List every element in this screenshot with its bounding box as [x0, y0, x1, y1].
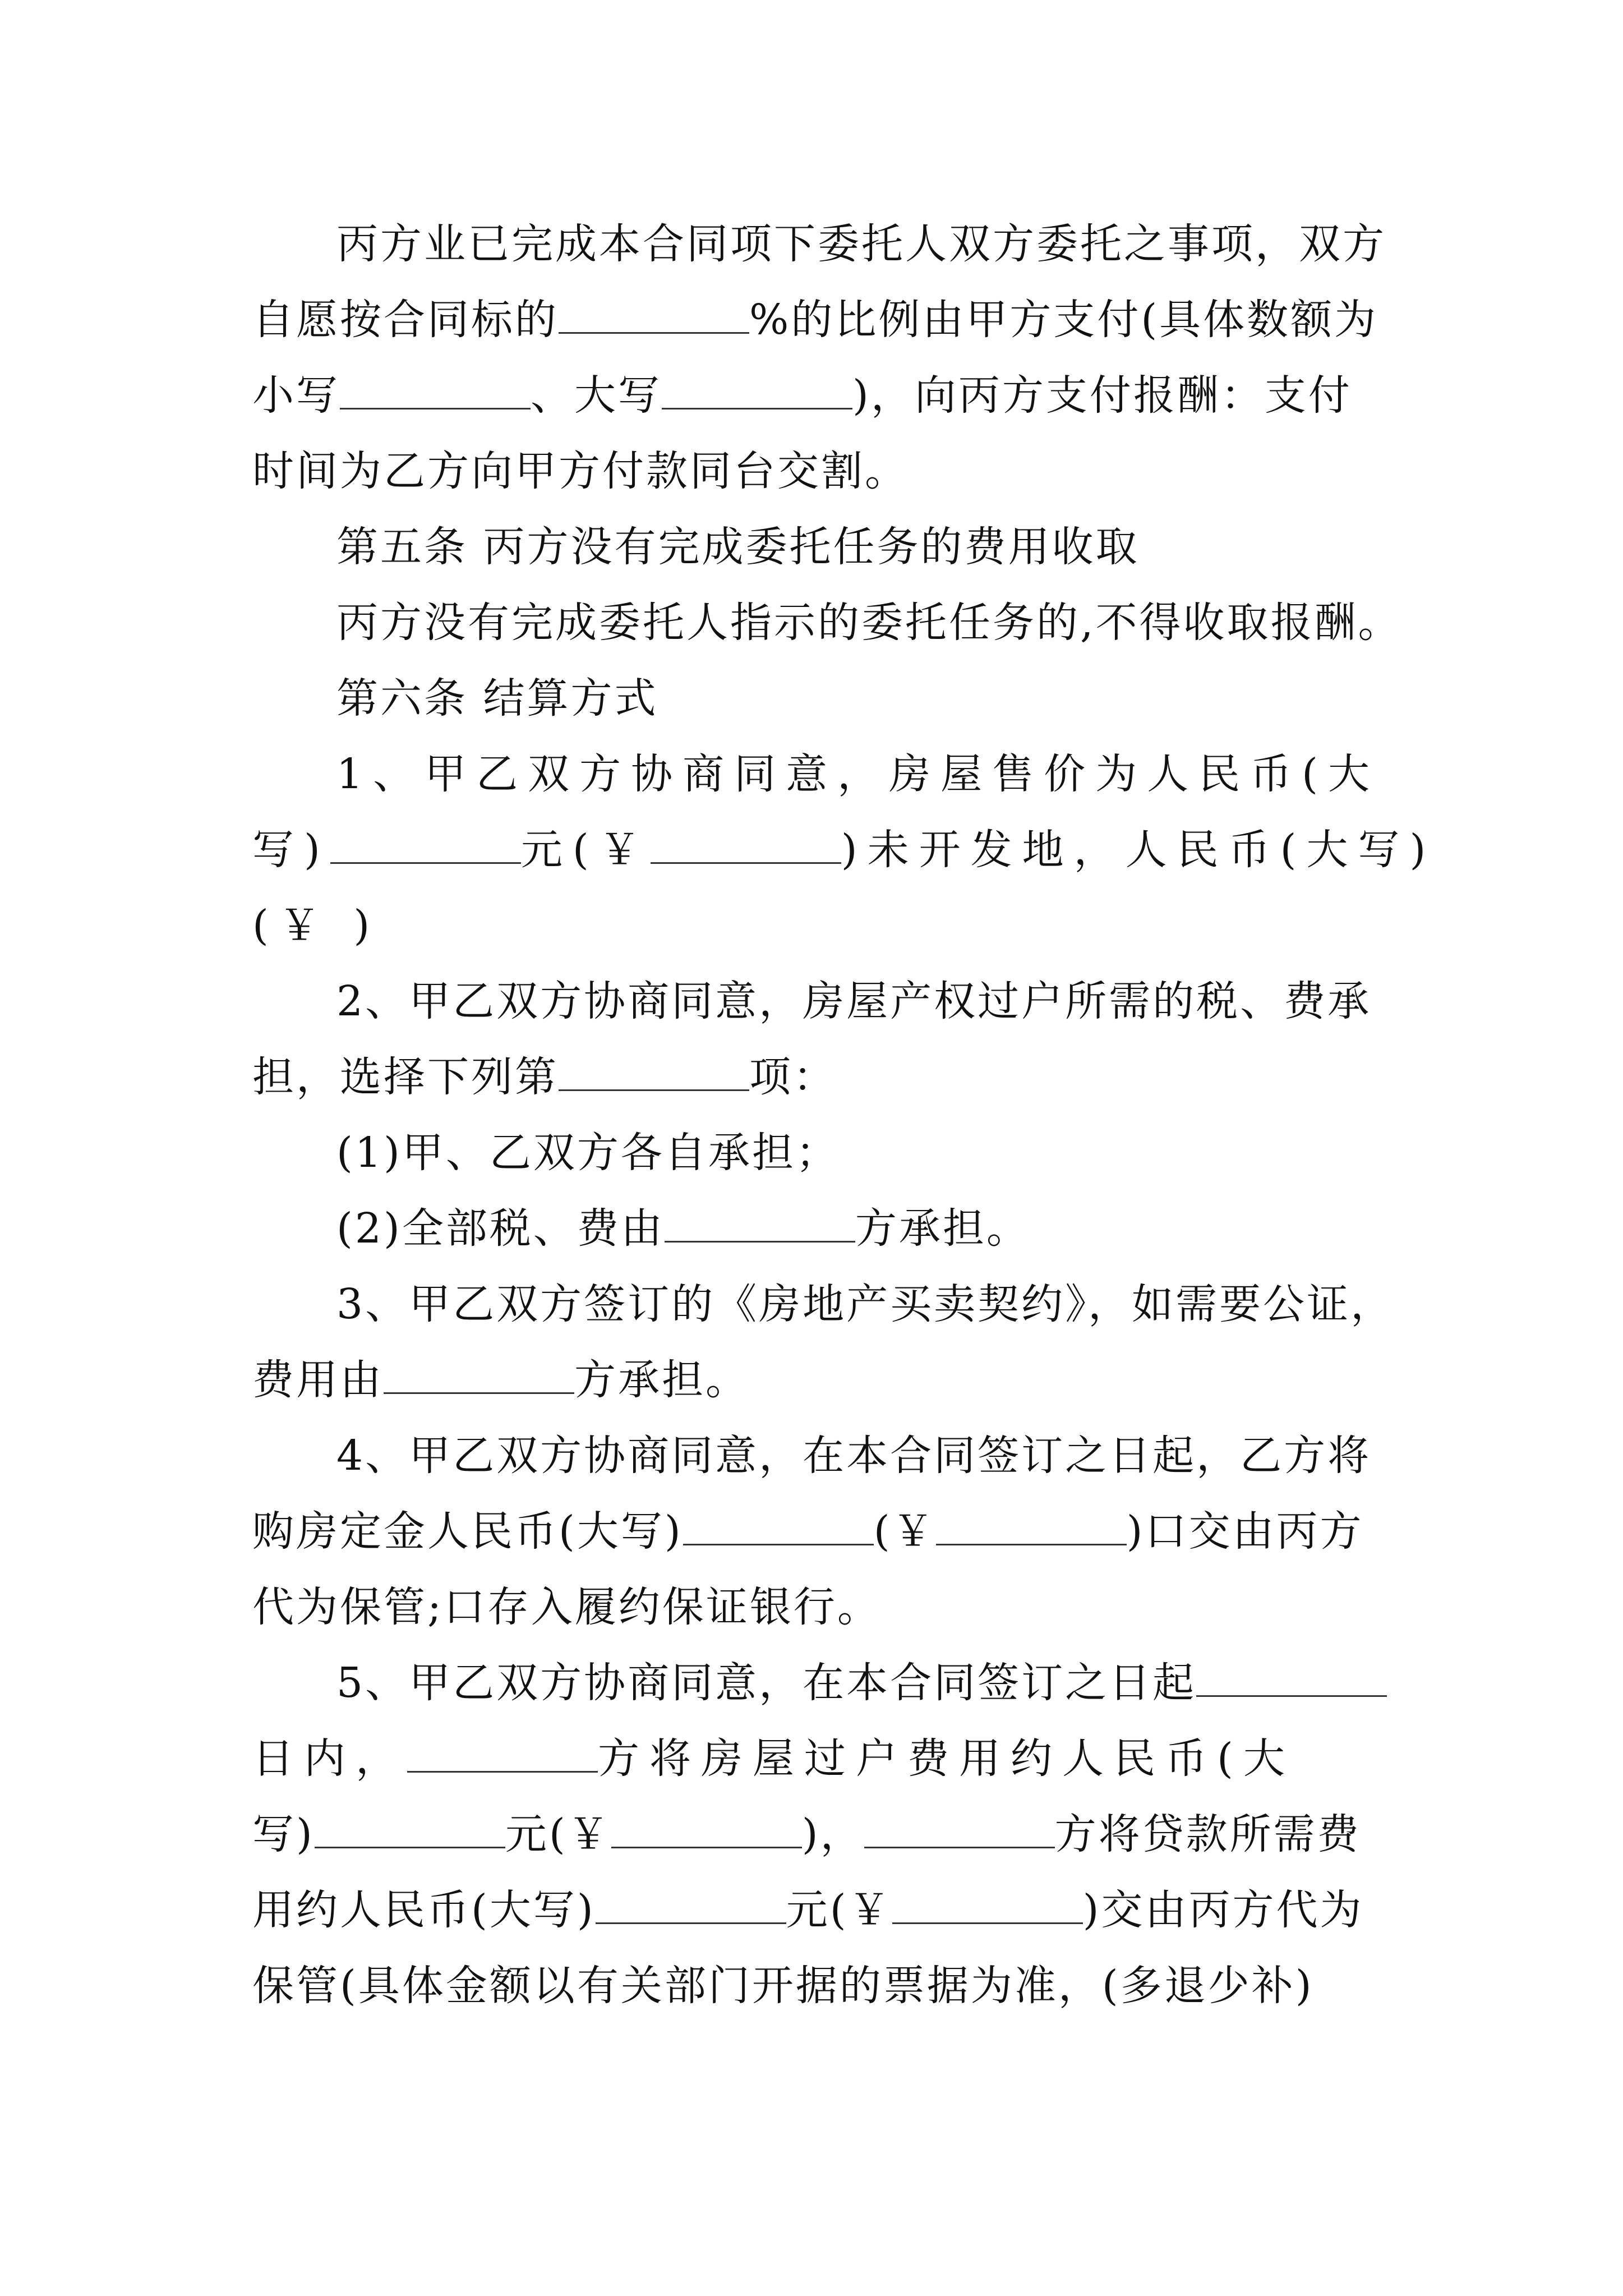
text-run: 写): [252, 1810, 315, 1858]
text-run: 丙方没有完成委托人指示的委托任务的,不得收取报酬。: [336, 599, 1402, 647]
text-line: [252, 292, 1380, 348]
text-run: 写): [252, 826, 330, 874]
fill-in-blank: [340, 369, 531, 409]
text-run: 费用由: [252, 1356, 384, 1404]
text-run: (2)全部税、费由: [336, 1204, 665, 1253]
text-line: [252, 1731, 1380, 1787]
text-line: [252, 1352, 1380, 1408]
text-run: 日内，: [252, 1734, 407, 1783]
text-line: [252, 1049, 1380, 1105]
fill-in-blank: [384, 1353, 574, 1394]
text-run: (1)甲、乙双方各自承担；: [336, 1129, 840, 1177]
text-run: 元(￥: [786, 1886, 892, 1934]
fill-in-blank: [1196, 1656, 1387, 1697]
text-line: [252, 367, 1380, 424]
text-run: 购房定金人民币(大写): [252, 1507, 683, 1556]
text-run: 元(￥: [505, 1810, 611, 1858]
text-run: )，向丙方支付报酬：支付: [852, 371, 1352, 420]
section-heading: [336, 519, 1380, 575]
text-run: 第五条 丙方没有完成委托任务的费用收取: [336, 523, 1140, 571]
text-run: 2、甲乙双方协商同意，房屋产权过户所需的税、费承: [336, 977, 1372, 1025]
text-run: 方将贷款所需费: [1054, 1810, 1361, 1858]
text-run: 保管(具体金额以有关部门开据的票据为准，(多退少补): [252, 1962, 1314, 2010]
text-line: [336, 1125, 1380, 1181]
text-run: 方承担。: [855, 1204, 1030, 1253]
text-line: [252, 822, 1436, 878]
text-run: 用约人民币(大写): [252, 1886, 596, 1934]
fill-in-blank: [407, 1732, 598, 1773]
text-line: [336, 1276, 1395, 1332]
text-run: %的比例由甲方支付(具体数额为: [749, 296, 1378, 344]
text-line: [336, 216, 1386, 272]
text-line: [336, 1200, 1380, 1257]
text-line: [252, 898, 1380, 954]
text-run: 4、甲乙双方协商同意，在本合同签订之日起，乙方将: [336, 1432, 1372, 1480]
text-run: )未开发地，人民币(大写): [841, 826, 1436, 874]
text-run: )口交由丙方: [1126, 1507, 1364, 1556]
text-run: 方将房屋过户费用约人民币(大: [598, 1734, 1295, 1783]
text-line: [336, 746, 1380, 802]
fill-in-blank: [559, 1050, 749, 1091]
text-line: [336, 1655, 1380, 1711]
text-line: [336, 1428, 1380, 1484]
text-run: 自愿按合同标的: [252, 296, 559, 344]
text-run: 第六条 结算方式: [336, 674, 658, 723]
text-run: 丙方业已完成本合同项下委托人双方委托之事项，双方: [336, 220, 1386, 268]
text-run: 小写: [252, 371, 340, 420]
fill-in-blank: [662, 369, 852, 409]
text-line: [252, 443, 1380, 499]
text-run: 1、甲乙双方协商同意，房屋售价为人民币(大: [336, 750, 1380, 798]
text-run: 5、甲乙双方协商同意，在本合同签订之日起: [336, 1659, 1197, 1707]
fill-in-blank: [936, 1504, 1127, 1545]
fill-in-blank: [611, 1807, 802, 1848]
text-line: [252, 1579, 1380, 1635]
text-run: )，: [801, 1810, 864, 1858]
fill-in-blank: [665, 1202, 855, 1243]
text-run: )交由丙方代为: [1082, 1886, 1364, 1934]
fill-in-blank: [315, 1807, 505, 1848]
text-run: 3、甲乙双方签订的《房地产买卖契约》，如需要公证，: [336, 1280, 1395, 1328]
text-run: 担，选择下列第: [252, 1053, 559, 1101]
fill-in-blank: [651, 823, 841, 864]
text-line: [252, 1882, 1380, 1938]
fill-in-blank: [892, 1883, 1083, 1924]
text-run: (￥ ): [252, 901, 380, 950]
fill-in-blank: [596, 1883, 786, 1924]
text-run: 、大写: [531, 371, 662, 420]
text-line: [336, 595, 1402, 651]
text-run: 代为保管;口存入履约保证银行。: [252, 1583, 881, 1631]
text-run: 方承担。: [574, 1356, 749, 1404]
text-run: 项：: [749, 1053, 837, 1101]
fill-in-blank: [864, 1807, 1055, 1848]
text-line: [336, 973, 1380, 1029]
text-run: 时间为乙方向甲方付款同台交割。: [252, 447, 909, 495]
fill-in-blank: [683, 1504, 874, 1545]
section-heading: [336, 670, 1380, 726]
fill-in-blank: [330, 823, 521, 864]
text-run: 元(￥: [520, 826, 651, 874]
text-line: [252, 1958, 1380, 2014]
fill-in-blank: [559, 293, 749, 334]
text-line: [252, 1503, 1380, 1559]
text-run: (￥: [873, 1507, 936, 1556]
text-line: [252, 1806, 1380, 1862]
